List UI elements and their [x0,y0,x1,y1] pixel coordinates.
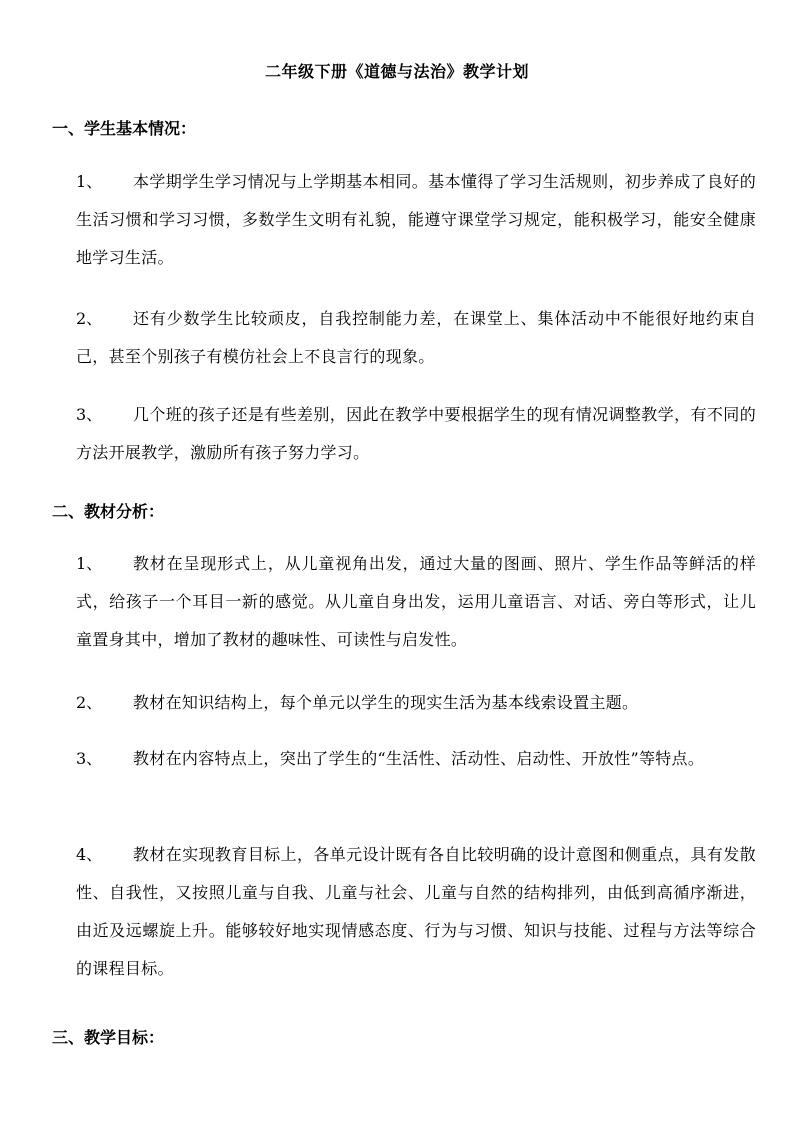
list-item-text: 教材在实现教育目标上，各单元设计既有各自比较明确的设计意图和侧重点，具有发散性、自我性，又按照儿童与自我、儿童与社会、儿童与自然的结构排列，由低到高循序渐进，由近及远螺旋上升。能够较好地实现情感态度、行为与习惯、知识与技能、过程与方法等综合的课程目标。 [76,845,756,978]
document-title: 二年级下册《道德与法治》教学计划 [264,62,529,81]
list-item-text: 几个班的孩子还是有些差别，因此在教学中要根据学生的现有情况调整教学，有不同的方法开展教学，激励所有孩子努力学习。 [76,405,756,462]
list-item-number: 1、 [76,172,103,191]
list-item-number: 2、 [76,309,103,328]
section-heading-textbook-analysis: 二、教材分析： [52,502,165,521]
list-item-text: 还有少数学生比较顽皮，自我控制能力差，在课堂上、集体活动中不能很好地约束自己，甚至个别孩子有模仿社会上不良言行的现象。 [76,309,756,366]
list-item-number: 1、 [76,554,103,573]
list-item-text: 教材在内容特点上，突出了学生的“生活性、活动性、启动性、开放性”等特点。 [133,749,705,768]
section-heading-teaching-goals: 三、教学目标： [52,1028,165,1047]
list-item [76,163,756,277]
list-item-number: 3、 [76,405,103,424]
list-item [76,396,756,472]
list-item-text: 本学期学生学习情况与上学期基本相同。基本懂得了学习生活规则，初步养成了良好的生活习惯和学习习惯，多数学生文明有礼貌，能遵守课堂学习规定，能积极学习，能安全健康地学习生活。 [76,172,756,267]
list-item [76,545,756,659]
list-item-text: 教材在知识结构上，每个单元以学生的现实生活为基本线索设置主题。 [133,693,639,712]
list-item [76,300,756,376]
list-item [76,684,756,722]
list-item-text: 教材在呈现形式上，从儿童视角出发，通过大量的图画、照片、学生作品等鲜活的样式，给孩子一个耳目一新的感觉。从儿童自身出发，运用儿童语言、对话、旁白等形式，让儿童置身其中，增加了教材的趣味性、可读性与启发性。 [76,554,756,649]
list-item-number: 3、 [76,749,103,768]
list-item-number: 4、 [76,845,103,864]
list-item [76,740,756,778]
section-heading-student-situation: 一、学生基本情况： [52,119,197,138]
list-item [76,836,756,988]
list-item-number: 2、 [76,693,103,712]
